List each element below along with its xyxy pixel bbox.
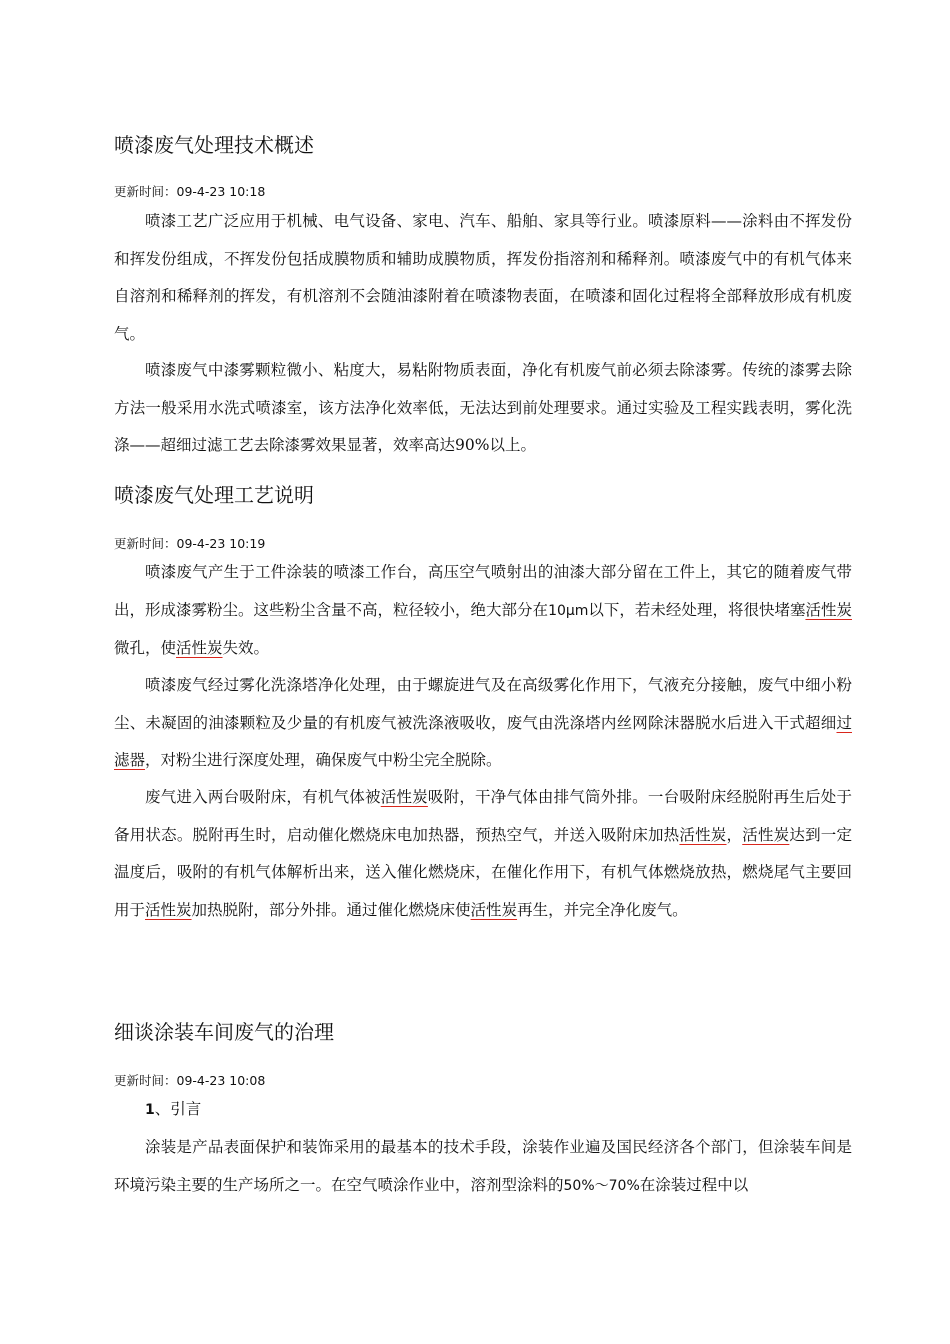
keyword-link[interactable]: 过滤器 xyxy=(114,713,852,769)
paragraph: 喷漆废气经过雾化洗涤塔净化处理，由于螺旋进气及在高级雾化作用下，气液充分接触，废气中细小粉尘、未凝固的油漆颗粒及少量的有机废气被洗涤液吸收，废气由洗涤塔内丝网除沫器脱水后进入干式超细过滤器，对粉尘进行深度处理，确保废气中粉尘完全脱除。 xyxy=(114,676,852,769)
section-title: 细谈涂装车间废气的治理 xyxy=(114,1020,334,1044)
update-time xyxy=(114,184,265,200)
update-time-label: 更新时间： xyxy=(114,536,177,551)
keyword-link[interactable]: 活性炭 xyxy=(805,600,852,619)
keyword-link[interactable]: 活性炭 xyxy=(679,825,727,844)
update-time-value: 09-4-23 10:08 xyxy=(176,1073,266,1088)
subheading: 1、引言 xyxy=(145,1100,202,1118)
paragraph: 喷漆工艺广泛应用于机械、电气设备、家电、汽车、船舶、家具等行业。喷漆原料——涂料由不挥发份和挥发份组成，不挥发份包括成膜物质和辅助成膜物质，挥发份指溶剂和稀释剂。喷漆废气中的有机气体来自溶剂和稀释剂的挥发，有机溶剂不会随油漆附着在喷漆物表面，在喷漆和固化过程将全部释放形成有机废气。 xyxy=(114,212,852,343)
keyword-link[interactable]: 活性炭 xyxy=(380,788,428,806)
keyword-link[interactable]: 活性炭 xyxy=(742,825,790,844)
update-time xyxy=(114,536,265,552)
section-title: 喷漆废气处理工艺说明 xyxy=(114,483,314,507)
paragraph: 废气进入两台吸附床，有机气体被活性炭吸附，干净气体由排气筒外排。一台吸附床经脱附再生后处于备用状态。脱附再生时，启动催化燃烧床电加热器，预热空气，并送入吸附床加热活性炭，活性炭达到一定温度后，吸附的有机气体解析出来，送入催化燃烧床，在催化作用下，有机气体燃烧放热，燃烧尾气主要回用于活性炭加热脱附，部分外排。通过催化燃烧床使活性炭再生，并完全净化废气。 xyxy=(114,788,852,919)
update-time-value: 09-4-23 10:19 xyxy=(176,536,266,551)
update-time-label: 更新时间： xyxy=(114,184,177,199)
update-time-value: 09-4-23 10:18 xyxy=(176,184,266,199)
paragraph: 涂装是产品表面保护和装饰采用的最基本的技术手段，涂装作业遍及国民经济各个部门，但涂装车间是环境污染主要的生产场所之一。在空气喷涂作业中，溶剂型涂料的50%～70%在涂装过程中以 xyxy=(114,1138,852,1194)
keyword-link[interactable]: 活性炭 xyxy=(145,900,192,919)
section-title: 喷漆废气处理技术概述 xyxy=(114,133,314,157)
keyword-link[interactable]: 活性炭 xyxy=(176,639,223,657)
paragraph: 喷漆废气中漆雾颗粒微小、粘度大，易粘附物质表面，净化有机废气前必须去除漆雾。传统的漆雾去除方法一般采用水洗式喷漆室，该方法净化效率低，无法达到前处理要求。通过实验及工程实践表明，雾化洗涤——超细过滤工艺去除漆雾效果显著，效率高达90%以上。 xyxy=(114,361,852,454)
update-time xyxy=(114,1073,265,1089)
keyword-link[interactable]: 活性炭 xyxy=(470,900,518,919)
update-time-label: 更新时间： xyxy=(114,1073,177,1088)
paragraph: 喷漆废气产生于工件涂装的喷漆工作台，高压空气喷射出的油漆大部分留在工件上，其它的随着废气带出，形成漆雾粉尘。这些粉尘含量不高，粒径较小，绝大部分在10μm以下，若未经处理，将很快堵塞活性炭微孔，使活性炭失效。 xyxy=(114,563,852,657)
